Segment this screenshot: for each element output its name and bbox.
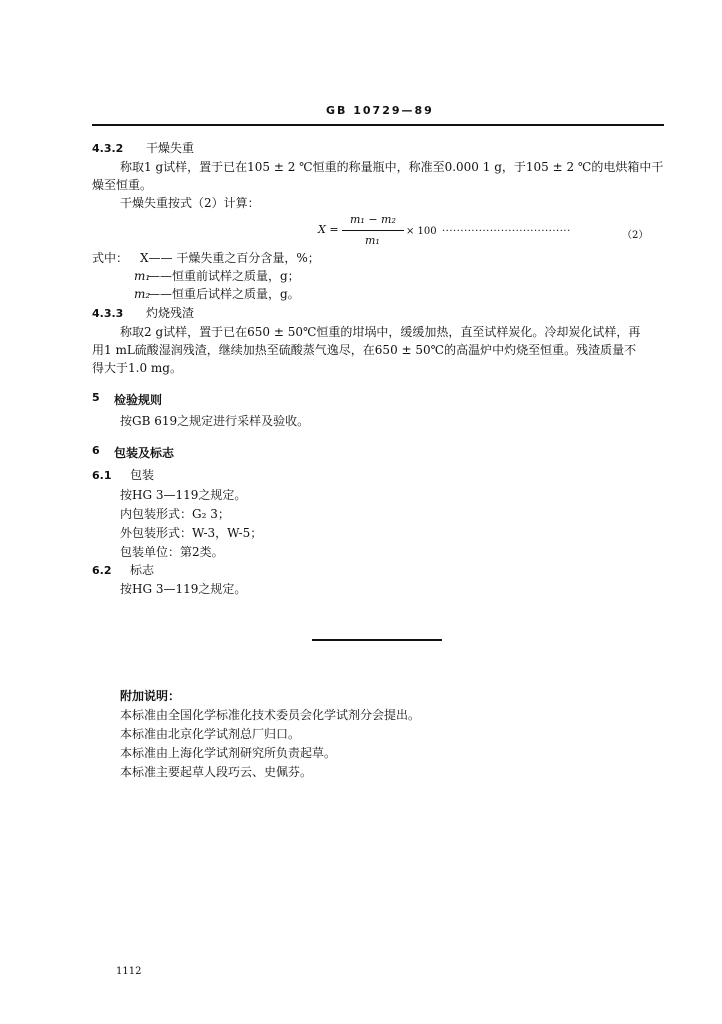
page-number: 1112 xyxy=(116,966,142,977)
where-m2-definition: ——恒重后试样之质量，g。 xyxy=(148,287,300,301)
section-4-3-3-line3: 得大于1.0 mg。 xyxy=(92,361,182,375)
section-4-3-2-number: 4.3.2 xyxy=(92,142,124,155)
formula-denominator: m₁ xyxy=(365,234,380,247)
section-6-1-line1: 按HG 3—119之规定。 xyxy=(120,488,247,502)
where-m1-definition: ——恒重前试样之质量，g； xyxy=(148,269,300,283)
formula-multiplier: × 100 xyxy=(406,226,437,237)
section-6-1-number: 6.1 xyxy=(92,469,112,482)
where-label: 式中： xyxy=(92,251,129,265)
formula-numerator: m₁ − m₂ xyxy=(350,213,396,226)
section-6-1-title: 包装 xyxy=(130,468,155,482)
section-5-title: 检验规则 xyxy=(114,393,163,407)
section-5-text: 按GB 619之规定进行采样及验收。 xyxy=(120,414,310,428)
section-4-3-3-title: 灼烧残渣 xyxy=(146,306,195,320)
section-6-1-line2: 内包装形式：G₂ 3； xyxy=(120,507,230,521)
where-m2-symbol: m₂ xyxy=(134,287,151,301)
notes-line2: 本标准由北京化学试剂总厂归口。 xyxy=(120,727,301,741)
section-5-number: 5 xyxy=(92,391,100,404)
formula-fraction-bar xyxy=(342,230,404,231)
formula-lhs: X = xyxy=(318,223,339,236)
section-4-3-2-para-line1: 称取1 g试样，置于已在105 ± 2 ℃恒重的称量瓶中，称准至0.000 1 g，于105 ± 2 ℃的电烘箱中干 xyxy=(120,160,664,174)
section-4-3-3-line2: 用1 mL硫酸湿润残渣，继续加热至硫酸蒸气逸尽，在650 ± 50℃的高温炉中灼烧至恒重。残渣质量不 xyxy=(92,343,637,357)
section-4-3-2-calc-intro: 干燥失重按式（2）计算： xyxy=(120,196,260,210)
notes-line1: 本标准由全国化学标准化技术委员会化学试剂分会提出。 xyxy=(120,708,421,722)
section-6-1-line4: 包装单位：第2类。 xyxy=(120,545,224,559)
notes-line4: 本标准主要起草人段巧云、史佩芬。 xyxy=(120,765,313,779)
where-x-definition: X—— 干燥失重之百分含量，%； xyxy=(140,251,320,265)
section-4-3-2-para-line2: 燥至恒重。 xyxy=(92,178,153,192)
where-m1-symbol: m₁ xyxy=(134,269,151,283)
section-4-3-2-title: 干燥失重 xyxy=(146,141,195,155)
section-6-2-number: 6.2 xyxy=(92,564,112,577)
formula-equation-number: （2） xyxy=(622,230,649,241)
standard-number: GB 10729—89 xyxy=(326,104,434,117)
notes-title: 附加说明： xyxy=(120,689,181,703)
formula-leader-dots: ··································· xyxy=(442,226,571,237)
section-6-number: 6 xyxy=(92,444,100,457)
section-6-1-line3: 外包装形式：W-3，W-5； xyxy=(120,526,263,540)
section-6-2-line1: 按HG 3—119之规定。 xyxy=(120,582,247,596)
section-4-3-3-number: 4.3.3 xyxy=(92,307,124,320)
section-6-2-title: 标志 xyxy=(130,563,155,577)
section-4-3-3-line1: 称取2 g试样，置于已在650 ± 50℃恒重的坩埚中，缓缓加热，直至试样炭化。冷却炭化试样，再 xyxy=(120,325,641,339)
header-rule xyxy=(92,124,664,126)
section-6-title: 包装及标志 xyxy=(114,446,175,460)
end-of-text-rule xyxy=(312,639,442,641)
notes-line3: 本标准由上海化学试剂研究所负责起草。 xyxy=(120,746,337,760)
